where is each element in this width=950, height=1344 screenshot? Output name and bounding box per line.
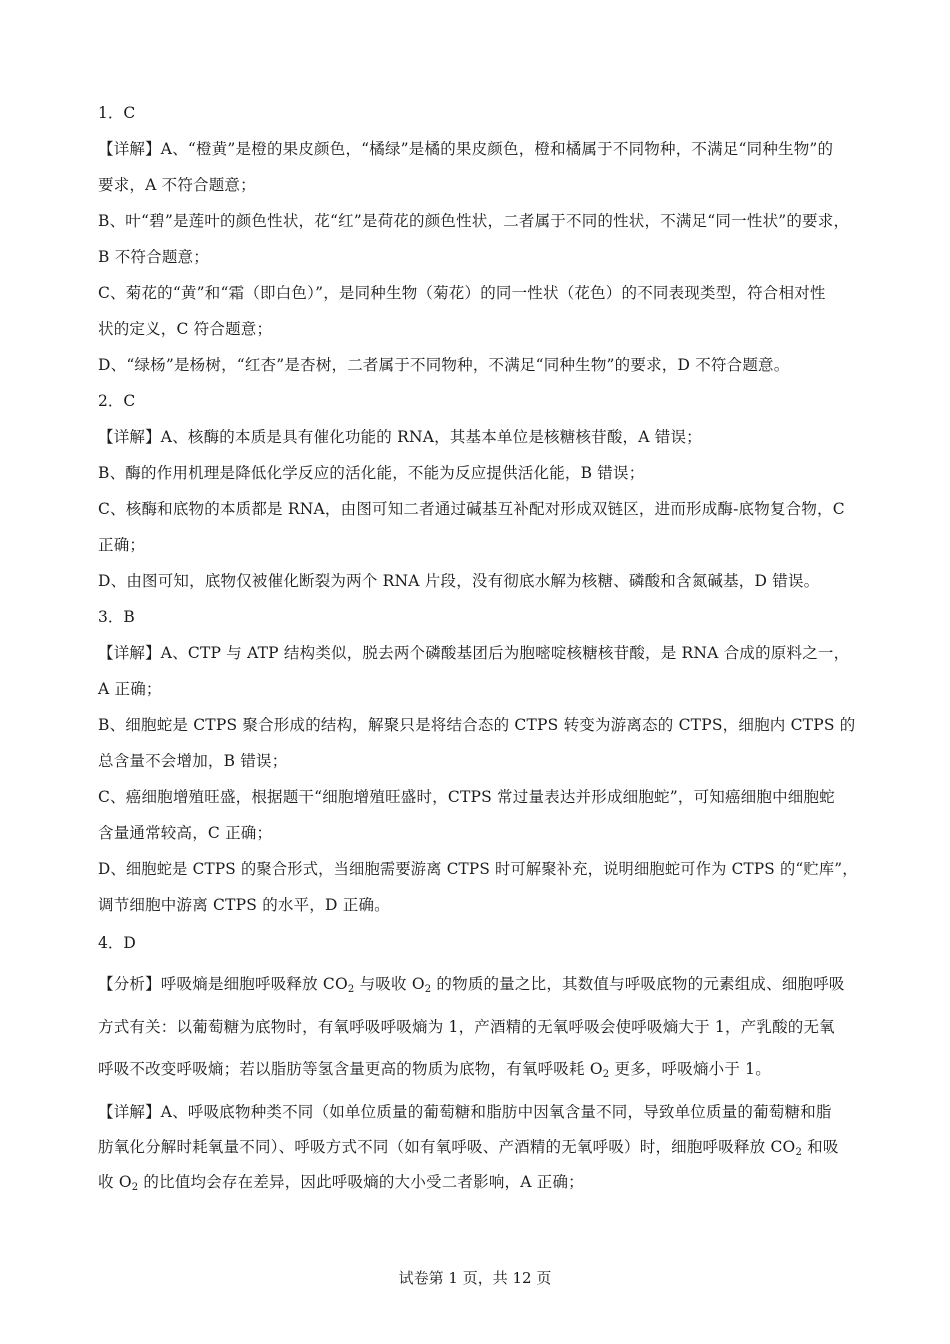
q2-line: B、酶的作用机理是降低化学反应的活化能，不能为反应提供活化能，B 错误；: [98, 464, 645, 482]
text-segment: 与吸收 O: [354, 975, 425, 993]
question-4-number: 4．D: [98, 934, 136, 952]
q2-line: D、由图可知，底物仅被催化断裂为两个 RNA 片段，没有彻底水解为核糖、磷酸和含氮碱基，D 错误。: [98, 572, 820, 590]
q4-detail-line: [98, 1170, 584, 1193]
question-1-number: 1．C: [98, 104, 136, 122]
q4-detail-line: [98, 1135, 839, 1158]
q3-line: 调节细胞中游离 CTPS 的水平，D 正确。: [98, 896, 390, 914]
q3-line: B、细胞蛇是 CTPS 聚合形成的结构，解聚只是将结合态的 CTPS 转变为游离态的 CTPS，细胞内 CTPS 的: [98, 716, 856, 734]
text-segment: 的比值均会存在差异，因此呼吸熵的大小受二者影响，A 正确；: [138, 1173, 584, 1191]
q2-line: 【详解】A、核酶的本质是具有催化功能的 RNA，其基本单位是核糖核苷酸，A 错误；: [98, 428, 702, 446]
question-3-number: 3．B: [98, 608, 135, 626]
q2-line: C、核酶和底物的本质都是 RNA，由图可知二者通过碱基互补配对形成双链区，进而形成酶-底物复合物，C: [98, 500, 845, 518]
q3-line: 【详解】A、CTP 与 ATP 结构类似，脱去两个磷酸基团后为胞嘧啶核糖核苷酸，是 RNA 合成的原料之一，: [98, 644, 850, 662]
q1-line: 要求，A 不符合题意；: [98, 176, 256, 194]
q3-line: D、细胞蛇是 CTPS 的聚合形式，当细胞需要游离 CTPS 时可解聚补充，说明细胞蛇可作为 CTPS 的“贮库”，: [98, 860, 858, 878]
q4-analysis-line: [98, 1057, 771, 1080]
text-segment: 收 O: [98, 1173, 132, 1191]
q1-line: D、“绿杨”是杨树，“红杏”是杏树，二者属于不同物种，不满足“同种生物”的要求，D 不符合题意。: [98, 356, 790, 374]
q1-line: C、菊花的“黄”和“霜（即白色）”，是同种生物（菊花）的同一性状（花色）的不同表现类型，符合相对性: [98, 284, 826, 302]
q4-analysis-line: 方式有关：以葡萄糖为底物时，有氧呼吸呼吸熵为 1，产酒精的无氧呼吸会使呼吸熵大于 1，产乳酸的无氧: [98, 1018, 835, 1036]
q3-line: 含量通常较高，C 正确；: [98, 824, 273, 842]
q3-line: 总含量不会增加，B 错误；: [98, 752, 288, 770]
subscript: 2: [424, 984, 432, 995]
page-footer: 试卷第 1 页，共 12 页: [398, 1269, 552, 1287]
text-segment: 更多，呼吸熵小于 1。: [609, 1060, 771, 1078]
q2-line: 正确；: [98, 536, 146, 554]
q1-line: B 不符合题意；: [98, 248, 209, 266]
q1-line: 状的定义，C 符合题意；: [98, 320, 273, 338]
text-segment: 肪氧化分解时耗氧量不同）、呼吸方式不同（如有氧呼吸、产酒精的无氧呼吸）时，细胞呼吸释放 CO: [98, 1138, 796, 1156]
text-segment: 呼吸不改变呼吸熵；若以脂肪等氢含量更高的物质为底物，有氧呼吸耗 O: [98, 1060, 603, 1078]
q4-analysis-line: [98, 972, 845, 995]
text-segment: 的物质的量之比，其数值与呼吸底物的元素组成、细胞呼吸: [431, 975, 845, 993]
subscript: 2: [131, 1182, 139, 1193]
q1-line: B、叶“碧”是莲叶的颜色性状，花“红”是荷花的颜色性状，二者属于不同的性状，不满足“同一性状”的要求，: [98, 212, 850, 230]
subscript: 2: [795, 1147, 803, 1158]
q3-line: C、癌细胞增殖旺盛，根据题干“细胞增殖旺盛时，CTPS 常过量表达并形成细胞蛇”，可知癌细胞中细胞蛇: [98, 788, 835, 806]
question-2-number: 2．C: [98, 392, 136, 410]
text-segment: 和吸: [802, 1138, 839, 1156]
subscript: 2: [347, 984, 355, 995]
q1-line: 【详解】A、“橙黄”是橙的果皮颜色，“橘绿”是橘的果皮颜色，橙和橘属于不同物种，不满足“同种生物”的: [98, 140, 834, 158]
q4-detail-line: 【详解】A、呼吸底物种类不同（如单位质量的葡萄糖和脂肪中因氧含量不同，导致单位质量的葡萄糖和脂: [98, 1103, 832, 1121]
q3-line: A 正确；: [98, 680, 162, 698]
text-segment: 【分析】呼吸熵是细胞呼吸释放 CO: [98, 975, 348, 993]
subscript: 2: [602, 1069, 610, 1080]
